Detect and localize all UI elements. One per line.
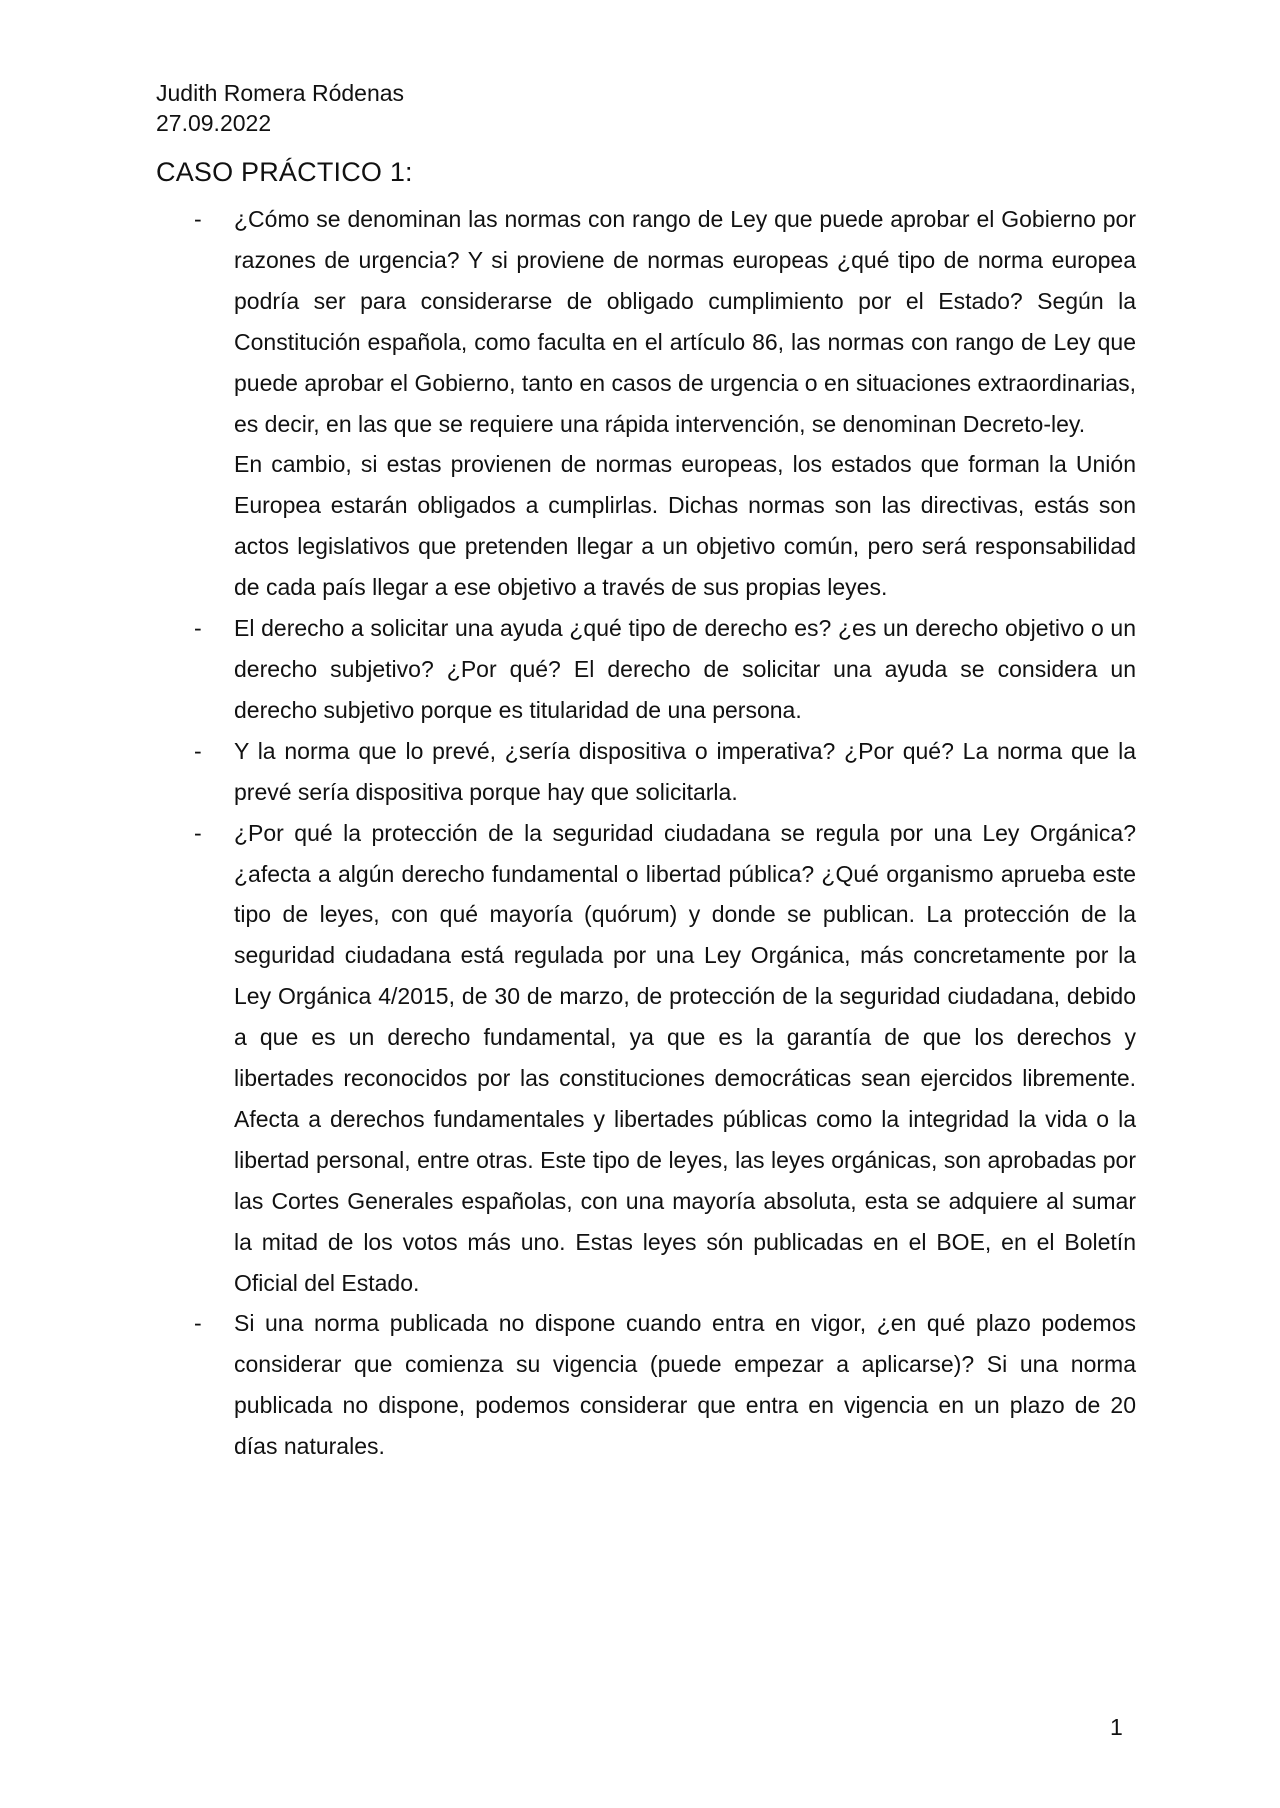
list-item: [156, 199, 1136, 608]
list-item: [156, 608, 1136, 731]
paragraph: El derecho a solicitar una ayuda ¿qué tipo de derecho es? ¿es un derecho objetivo o un derecho subjetivo? ¿Por qué? El derecho de solicitar una ayuda se considera un derecho subjetivo porque es titularidad de una persona.: [234, 615, 1136, 723]
paragraph: En cambio, si estas provienen de normas europeas, los estados que forman la Unión Europea estarán obligados a cumplirlas. Dichas normas son las directivas, estás son actos legislativos que pretenden llegar a un objetivo común, pero será responsabilidad de cada país llegar a ese objetivo a través de sus propias leyes.: [234, 451, 1136, 601]
list-item: [156, 1303, 1136, 1467]
paragraph: ¿Por qué la protección de la seguridad ciudadana se regula por una Ley Orgánica? ¿afecta a algún derecho fundamental o libertad pública? ¿Qué organismo aprueba este tipo de leyes, con qué mayoría (quórum) y donde se publican. La protección de la seguridad ciudadana está regulada por una Ley Orgánica, más concretamente por la Ley Orgánica 4/2015, de 30 de marzo, de protección de la seguridad ciudadana, debido a que es un derecho fundamental, ya que es la garantía de que los derechos y libertades reconocidos por las constituciones democráticas sean ejercidos libremente. Afecta a derechos fundamentales y libertades públicas como la integridad la vida o la libertad personal, entre otras. Este tipo de leyes, las leyes orgánicas, son aprobadas por las Cortes Generales españolas, con una mayoría absoluta, esta se adquiere al sumar la mitad de los votos más uno. Estas leyes són publicadas en el BOE, en el Boletín Oficial del Estado.: [234, 819, 1136, 1296]
list-bullet: -: [194, 737, 202, 764]
paragraph: Y la norma que lo prevé, ¿sería dispositiva o imperativa? ¿Por qué? La norma que la prevé sería dispositiva porque hay que solicitarla.: [234, 737, 1136, 805]
list-item: [156, 813, 1136, 1304]
list-bullet: -: [194, 1310, 202, 1337]
page-number: 1: [1110, 1714, 1123, 1740]
list-bullet: -: [194, 615, 202, 642]
document-title: CASO PRÁCTICO 1:: [156, 157, 413, 187]
question-list: [156, 199, 1136, 1467]
author-name: Judith Romera Ródenas: [156, 80, 405, 106]
list-item: [156, 731, 1136, 813]
paragraph: Si una norma publicada no dispone cuando entra en vigor, ¿en qué plazo podemos considerar que comienza su vigencia (puede empezar a aplicarse)? Si una norma publicada no dispone, podemos considerar que entra en vigencia en un plazo de 20 días naturales.: [234, 1310, 1136, 1460]
document-date: 27.09.2022: [156, 110, 272, 136]
list-bullet: -: [194, 206, 202, 232]
list-bullet: -: [194, 819, 202, 846]
paragraph: ¿Cómo se denominan las normas con rango de Ley que puede aprobar el Gobierno por razones de urgencia? Y si proviene de normas europeas ¿qué tipo de norma europea podría ser para considerarse de obligado cumplimiento por el Estado? Según la Constitución española, como faculta en el artículo 86, las normas con rango de Ley que puede aprobar el Gobierno, tanto en casos de urgencia o en situaciones extraordinarias, es decir, en las que se requiere una rápida intervención, se denominan Decreto-ley.: [234, 206, 1136, 437]
